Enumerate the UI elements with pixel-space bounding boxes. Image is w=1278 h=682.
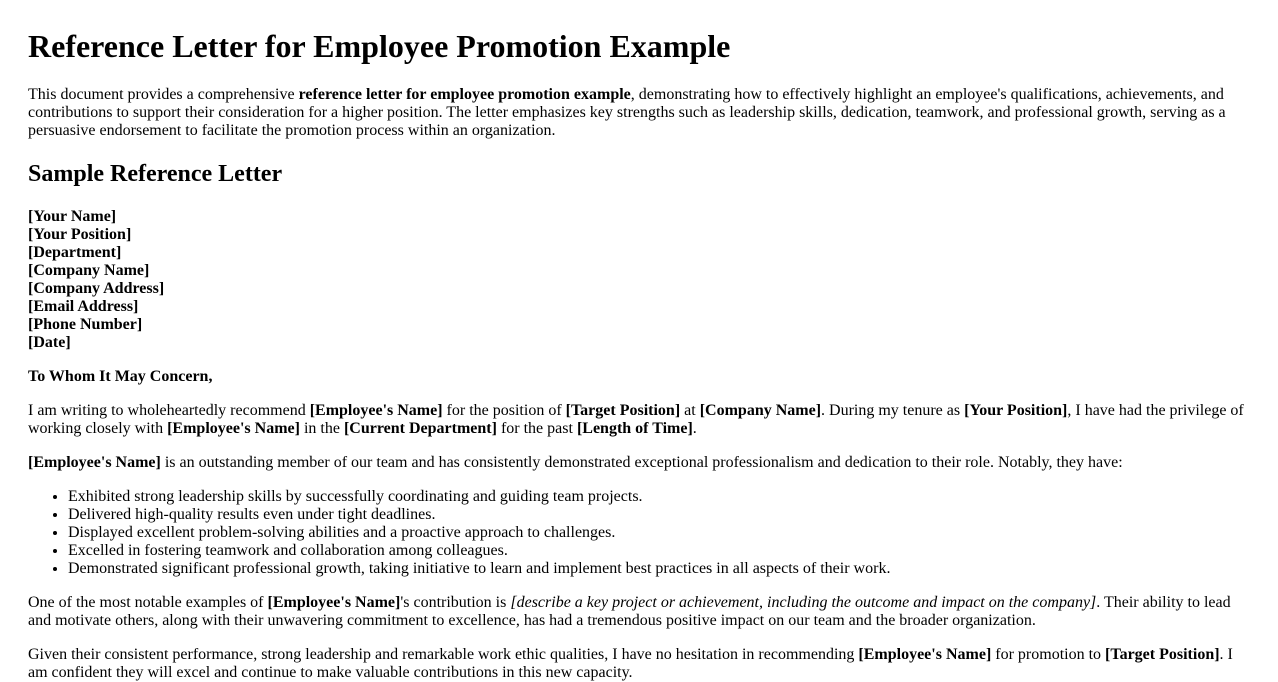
p4-text: Given their consistent performance, strong leadership and remarkable work ethic qualities, I have no hesitation in recommending <box>28 646 859 663</box>
p1-text: . <box>692 420 697 437</box>
p3-text: 's contribution is <box>400 594 511 611</box>
list-item: • Excelled in fostering teamwork and collaboration among colleagues. <box>68 542 1250 560</box>
salutation-text: To Whom It May Concern, <box>28 368 213 385</box>
list-item: • Demonstrated significant professional growth, taking initiative to learn and implement best practices in all aspects of their work. <box>68 560 1250 578</box>
list-item: • Exhibited strong leadership skills by successfully coordinating and guiding team projects. <box>68 488 1250 506</box>
p1-text: for the past <box>496 420 577 437</box>
letter-paragraph-2 <box>28 454 1250 472</box>
sender-block <box>28 208 1250 352</box>
placeholder-your-position: [Your Position] <box>964 402 1068 419</box>
p4-text: for promotion to <box>991 646 1106 663</box>
p1-text: , I have had the privilege of working closely with <box>28 402 1244 437</box>
list-item: • Delivered high-quality results even under tight deadlines. <box>68 506 1250 524</box>
placeholder-length-of-time: [Length of Time] <box>576 420 693 437</box>
sender-department: [Department] <box>28 244 122 261</box>
placeholder-employee-name: [Employee's Name] <box>267 594 401 611</box>
intro-text-end: , demonstrating how to effectively highlight an employee's qualifications, achievements, and contributions to support their consideration for a higher position. The letter emphasizes key strengths such as leadership skills, dedication, teamwork, and professional growth, serving as a persuasive endorsement to facilitate the promotion process within an organization. <box>28 86 1226 139</box>
p1-text: at <box>680 402 700 419</box>
p3-text: One of the most notable examples of <box>28 594 268 611</box>
sender-position: [Your Position] <box>28 226 132 243</box>
achievements-list <box>28 488 1250 578</box>
placeholder-target-position: [Target Position] <box>1105 646 1220 663</box>
salutation <box>28 368 1250 386</box>
p1-text: I am writing to wholeheartedly recommend <box>28 402 310 419</box>
letter-paragraph-1 <box>28 402 1250 438</box>
p1-text: . During my tenure as <box>821 402 965 419</box>
sender-email: [Email Address] <box>28 298 139 315</box>
intro-highlight: reference letter for employee promotion example <box>298 86 631 103</box>
sender-phone: [Phone Number] <box>28 316 143 333</box>
placeholder-target-position: [Target Position] <box>565 402 681 419</box>
p1-text: for the position of <box>442 402 566 419</box>
letter-date: [Date] <box>28 334 71 351</box>
list-item: • Displayed excellent problem-solving abilities and a proactive approach to challenges. <box>68 524 1250 542</box>
placeholder-company-name: [Company Name] <box>699 402 822 419</box>
intro-text-start: This document provides a comprehensive <box>28 86 299 103</box>
p4-text: . I am confident they will excel and continue to make valuable contributions in this new capacity. <box>28 646 1233 681</box>
sender-company-address: [Company Address] <box>28 280 165 297</box>
sender-name: [Your Name] <box>28 208 117 225</box>
placeholder-current-department: [Current Department] <box>343 420 497 437</box>
sender-company: [Company Name] <box>28 262 150 279</box>
p2-text: is an outstanding member of our team and has consistently demonstrated exceptional professionalism and dedication to their role. Notably, they have: <box>160 454 1123 471</box>
placeholder-employee-name: [Employee's Name] <box>28 454 161 471</box>
letter-paragraph-3 <box>28 594 1250 630</box>
placeholder-employee-name: [Employee's Name] <box>858 646 992 663</box>
placeholder-key-achievement: [describe a key project or achievement, including the outcome and impact on the company] <box>510 594 1097 611</box>
p3-text: . Their ability to lead and motivate others, along with their unwavering commitment to excellence, has had a tremendous positive impact on our team and the broader organization. <box>28 594 1231 629</box>
page-title: Reference Letter for Employee Promotion Example <box>28 28 731 64</box>
placeholder-employee-name: [Employee's Name] <box>309 402 443 419</box>
p1-text: in the <box>299 420 344 437</box>
letter-paragraph-4 <box>28 646 1250 682</box>
section-title: Sample Reference Letter <box>28 161 283 187</box>
placeholder-employee-name: [Employee's Name] <box>167 420 300 437</box>
intro-paragraph <box>28 86 1250 140</box>
